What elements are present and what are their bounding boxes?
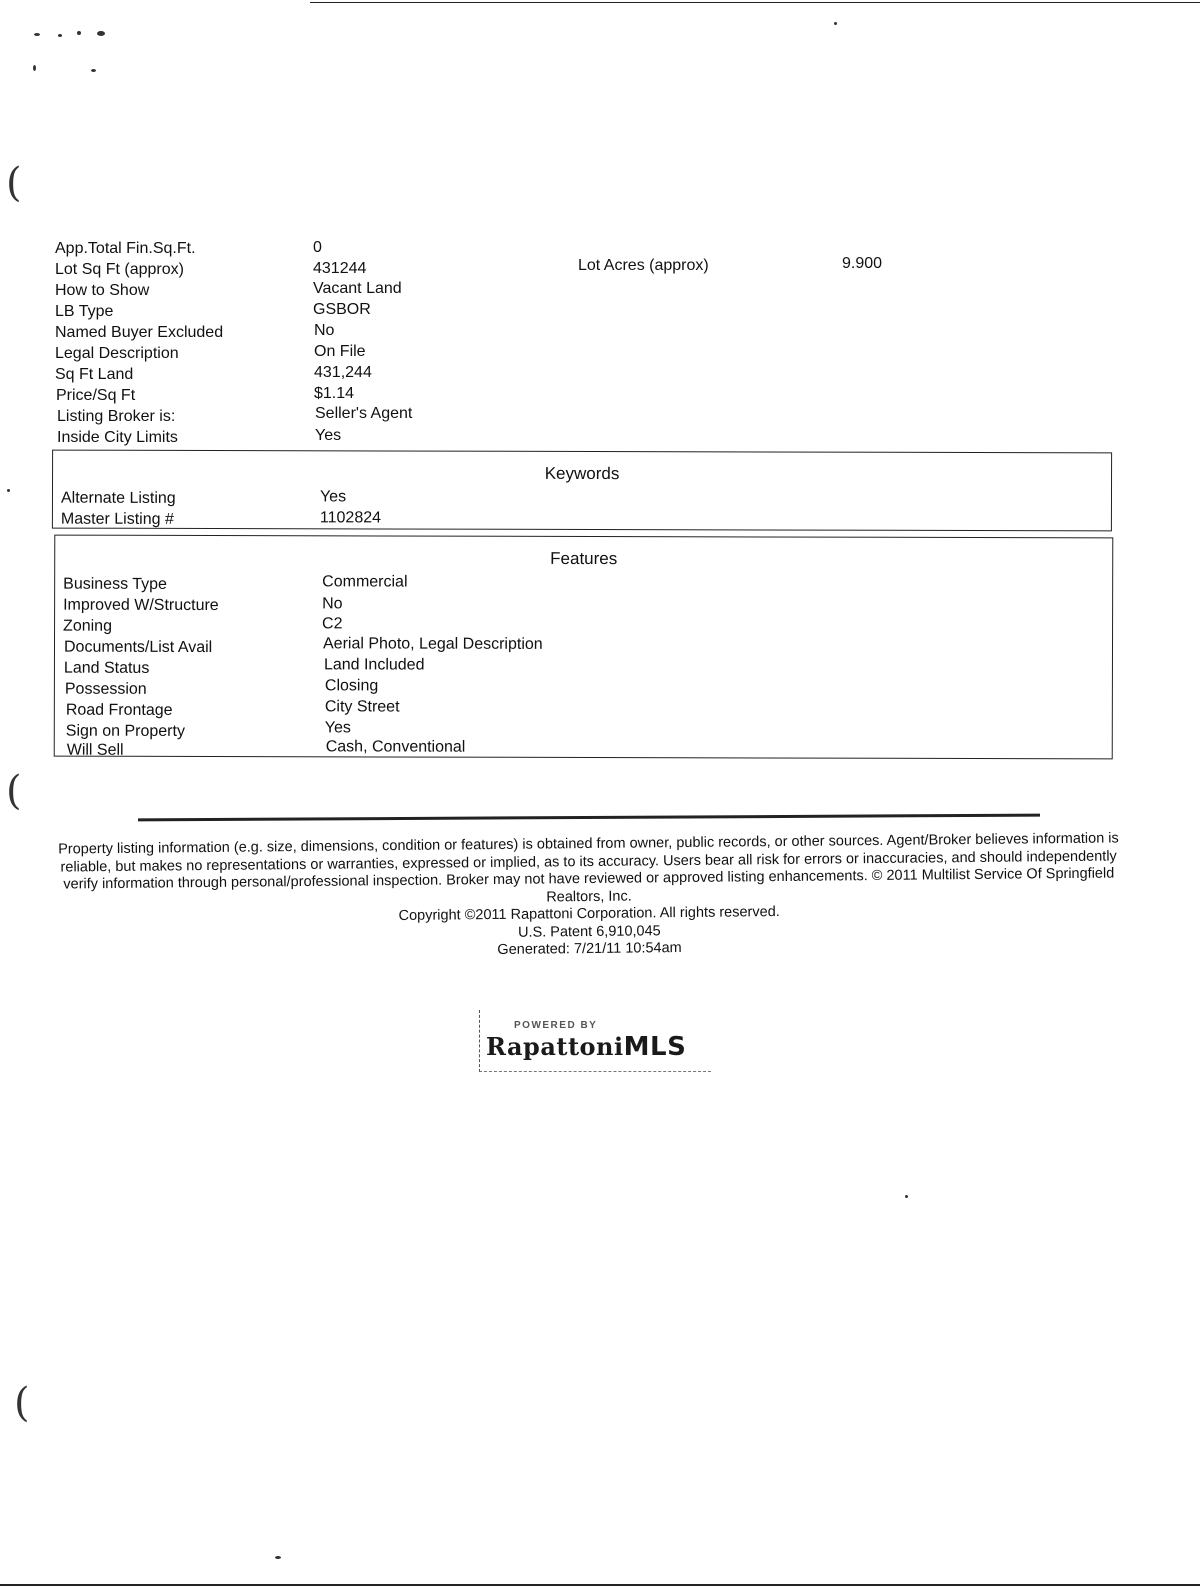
detail-label: Price/Sq Ft (56, 387, 136, 404)
features-title: Features (550, 548, 618, 569)
detail-label: App.Total Fin.Sq.Ft. (55, 240, 196, 257)
scan-speck (97, 31, 105, 36)
detail-label: Sq Ft Land (55, 366, 134, 383)
detail-label: Named Buyer Excluded (55, 324, 224, 341)
scan-speck (33, 65, 36, 71)
detail-label: How to Show (55, 282, 150, 299)
keyword-value: Yes (319, 488, 347, 506)
detail-value: 0 (313, 239, 322, 256)
bottom-rule (0, 1584, 1200, 1586)
detail-label: LB Type (55, 303, 114, 320)
feature-label: Possession (64, 680, 147, 698)
feature-label: Business Type (63, 575, 167, 593)
keywords-title: Keywords (544, 463, 620, 484)
disclaimer-text: Property listing information (e.g. size, dimensions, condition or features) is obtained from owner, public records, or other sources. Agent/Broker believes information is reliable, but makes no representations or warranties, expressed or implied, as to its accuracy. Users bear all risk for errors or inaccuracies, and should independently verify information through personal/professional inspection. Broker may not have reviewed or approved listing enhancements. © 2011 Multilist Service Of Springfield Realtors, Inc. (58, 830, 1119, 905)
feature-label: Land Status (63, 659, 150, 677)
copyright-line: Copyright ©2011 Rapattoni Corporation. All rights reserved. (398, 904, 780, 924)
detail-label: Listing Broker is: (57, 408, 176, 425)
detail-value: Seller's Agent (315, 405, 413, 422)
feature-value: Closing (324, 677, 379, 695)
feature-label: Road Frontage (65, 701, 173, 719)
patent-line: U.S. Patent 6,910,045 (517, 922, 661, 941)
binder-hole-mark: ( (6, 768, 22, 814)
feature-value: Aerial Photo, Legal Description (322, 635, 543, 653)
features-section (54, 535, 1114, 760)
feature-value: Yes (324, 719, 351, 737)
scan-speck (905, 1195, 908, 1198)
feature-label: Sign on Property (65, 722, 185, 740)
detail-value: $1.14 (314, 385, 355, 402)
detail-value: On File (314, 343, 366, 360)
detail-value: 431,244 (314, 364, 372, 381)
scan-speck (275, 1556, 281, 1559)
detail-label: Legal Description (55, 345, 179, 362)
detail-value: Yes (315, 427, 342, 444)
rapattoni-mls-logo (479, 1010, 711, 1072)
logo-brand: Rapattoni (486, 1032, 624, 1061)
lot-acres-label: Lot Acres (approx) (578, 257, 709, 274)
keywords-section (52, 450, 1112, 532)
keyword-label: Master Listing # (60, 510, 174, 528)
scan-speck (34, 33, 40, 36)
keyword-label: Alternate Listing (60, 489, 176, 507)
scan-speck (834, 22, 837, 25)
logo-brand-suffix: MLS (623, 1032, 687, 1062)
feature-label: Zoning (63, 617, 112, 635)
feature-label: Documents/List Avail (63, 638, 213, 657)
feature-value: No (322, 595, 343, 613)
feature-value: Cash, Conventional (325, 738, 466, 756)
generated-timestamp: Generated: 7/21/11 10:54am (497, 940, 682, 958)
keyword-value: 1102824 (319, 509, 382, 527)
feature-value: C2 (322, 615, 343, 633)
detail-label: Inside City Limits (57, 429, 178, 446)
top-rule (310, 2, 1200, 3)
section-divider (138, 814, 1040, 822)
feature-value: City Street (324, 698, 400, 716)
scan-speck (58, 34, 62, 37)
feature-label: Improved W/Structure (63, 596, 219, 615)
scan-speck (77, 31, 81, 35)
detail-label: Lot Sq Ft (approx) (55, 261, 184, 278)
powered-by-label: POWERED BY (514, 1020, 598, 1031)
binder-hole-mark: ( (6, 160, 22, 206)
scan-speck (7, 489, 10, 492)
detail-value: No (314, 322, 335, 339)
detail-value: GSBOR (313, 301, 371, 318)
detail-value: Vacant Land (313, 280, 402, 297)
logo-wordmark (486, 1032, 686, 1062)
binder-hole-mark: ( (14, 1380, 30, 1426)
feature-value: Land Included (323, 656, 425, 674)
lot-acres-value: 9.900 (842, 255, 883, 272)
detail-value: 431244 (313, 260, 367, 277)
feature-value: Commercial (322, 573, 408, 591)
feature-label: Will Sell (66, 741, 124, 759)
disclaimer (57, 830, 1120, 964)
scan-speck (91, 69, 96, 72)
